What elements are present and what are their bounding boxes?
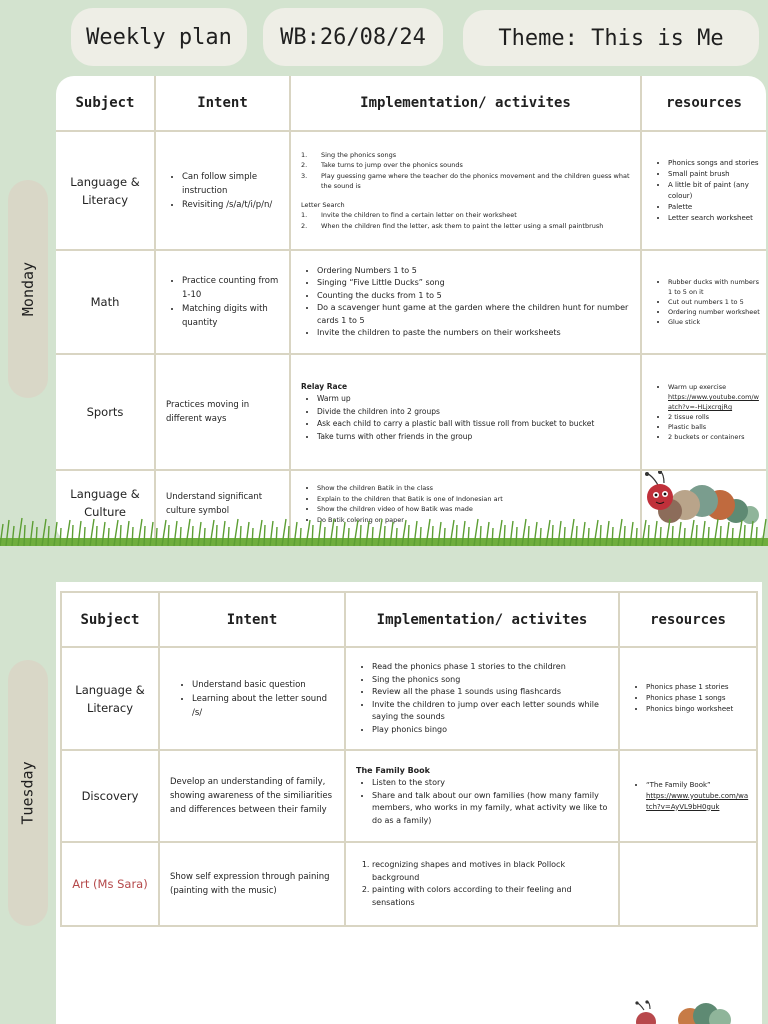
tuesday-day-tab	[8, 660, 48, 926]
implementation-step: • Warm up	[317, 393, 630, 406]
subject-cell: Language & Culture	[56, 470, 155, 543]
monday-row-sports	[56, 354, 766, 470]
resources-cell	[619, 647, 757, 750]
intent-item: • Revisiting /s/a/t/i/p/n/	[182, 198, 283, 212]
resources-cell	[641, 250, 766, 354]
resource-item: • Phonics phase 1 stories	[646, 682, 750, 693]
monday-row-language-literacy	[56, 131, 766, 250]
implementation-step: • Ask each child to carry a plastic ball with tissue roll from bucket to bucket	[317, 418, 630, 431]
implementation-step: 2. Take turns to jump over the phonics sounds	[301, 161, 463, 170]
implementation-step: • Show the children video of how Batik was made	[317, 504, 630, 515]
subject-cell: Art (Ms Sara)	[61, 842, 159, 926]
subject-cell: Discovery	[61, 750, 159, 842]
tuesday-plan-card	[56, 582, 762, 1024]
resource-item: • 2 tissue rolls	[668, 412, 760, 422]
intent-cell: Practices moving in different ways	[155, 354, 290, 470]
subject-column-header: Subject	[56, 76, 155, 131]
resource-item: • “The Family Book”	[646, 780, 750, 791]
implementation-step: • Do a scavenger hunt game at the garden where the children hunt for number cards 1 to 5	[317, 302, 630, 327]
resources-cell	[641, 354, 766, 470]
resource-item: • A little bit of paint (any colour)	[668, 180, 760, 202]
weekly-plan-title: Weekly plan	[71, 8, 247, 66]
tuesday-plan-table	[60, 591, 758, 927]
resources-column-header: resources	[619, 592, 757, 647]
resource-item: • Phonics songs and stories	[668, 158, 760, 169]
implementation-step: • Share and talk about our own families (how many family members, who works in my family, what activity we like to do as a family)	[372, 790, 608, 828]
implementation-step: • Singing “Five Little Ducks” song	[317, 277, 630, 290]
monday-row-math	[56, 250, 766, 354]
intent-column-header: Intent	[159, 592, 345, 647]
resource-item: • Cut out numbers 1 to 5	[668, 297, 760, 307]
implementation-step: • Ordering Numbers 1 to 5	[317, 265, 630, 278]
grass-decoration	[0, 516, 768, 546]
implementation-step: • Counting the ducks from 1 to 5	[317, 290, 630, 303]
implementation-cell	[345, 647, 619, 750]
resource-link[interactable]: https://www.youtube.com/watch?v=-HLjxcrqjRg	[668, 393, 759, 411]
resources-cell	[619, 750, 757, 842]
implementation-step: • Review all the phase 1 sounds using flashcards	[372, 686, 608, 699]
implementation-step: • Play phonics bingo	[372, 724, 608, 737]
activity-heading: Letter Search	[301, 200, 345, 209]
activity-heading: Relay Race	[301, 381, 348, 391]
intent-item: • Learning about the letter sound /s/	[192, 692, 338, 720]
implementation-step: • Read the phonics phase 1 stories to the children	[372, 661, 608, 674]
implementation-step: • Invite the children to jump over each letter sounds while saying the sounds	[372, 699, 608, 724]
implementation-column-header: Implementation/ activites	[345, 592, 619, 647]
implementation-step: • Sing the phonics song	[372, 674, 608, 687]
implementation-cell	[290, 354, 641, 470]
subject-cell: Sports	[56, 354, 155, 470]
tuesday-day-label: Tuesday	[19, 761, 37, 825]
implementation-column-header: Implementation/ activites	[290, 76, 641, 131]
implementation-step: • Listen to the story	[372, 777, 608, 790]
resource-item: • Phonics phase 1 songs	[646, 693, 750, 704]
implementation-step: 2. When the children find the letter, ask them to paint the letter using a small paintbrush	[301, 221, 604, 230]
intent-column-header: Intent	[155, 76, 290, 131]
subject-cell: Language & Literacy	[61, 647, 159, 750]
resources-column-header: resources	[641, 76, 766, 131]
implementation-cell	[290, 250, 641, 354]
implementation-cell	[290, 131, 641, 250]
resource-item: • Glue stick	[668, 317, 760, 327]
intent-item: • Understand basic question	[192, 678, 338, 692]
implementation-step: • Invite the children to paste the numbers on their worksheets	[317, 327, 630, 340]
subject-cell: Math	[56, 250, 155, 354]
implementation-step: • Do Batik coloring on paper	[317, 515, 630, 526]
activity-heading: The Family Book	[356, 765, 430, 775]
intent-item: • Can follow simple instruction	[182, 170, 283, 198]
intent-cell	[155, 250, 290, 354]
subject-column-header: Subject	[61, 592, 159, 647]
implementation-step: 1. Sing the phonics songs	[301, 150, 397, 159]
resource-item: • Letter search worksheet	[668, 213, 760, 224]
intent-item: • Matching digits with quantity	[182, 302, 283, 330]
resource-item: • 2 buckets or containers	[668, 432, 760, 442]
resources-cell	[619, 842, 757, 926]
theme-label: Theme: This is Me	[463, 10, 759, 66]
resource-item: • Warm up exercise	[668, 382, 760, 392]
resource-item: • Rubber ducks with numbers 1 to 5 on it	[668, 277, 760, 297]
tuesday-row-language-literacy	[61, 647, 757, 750]
resource-item: • Small paint brush	[668, 169, 760, 180]
resource-link[interactable]: https://www.youtube.com/watch?v=AyVL9bH0guk	[646, 791, 749, 811]
week-beginning: WB:26/08/24	[263, 8, 443, 66]
subject-cell: Language & Literacy	[56, 131, 155, 250]
resource-item: • Palette	[668, 202, 760, 213]
monday-day-label: Monday	[19, 261, 37, 317]
implementation-step: 3. Play guessing game where the teacher do the phonics movement and the children guess what the sound is	[301, 171, 630, 191]
intent-cell: Understand significant culture symbol	[155, 470, 290, 543]
monday-day-tab	[8, 180, 48, 398]
intent-cell	[159, 647, 345, 750]
implementation-step: • Divide the children into 2 groups	[317, 406, 630, 419]
resource-item: • Ordering number worksheet	[668, 307, 760, 317]
implementation-step: • Take turns with other friends in the group	[317, 431, 630, 444]
caterpillar-illustration-small	[630, 1000, 736, 1024]
resource-item: • Phonics bingo worksheet	[646, 704, 750, 715]
resources-cell	[641, 131, 766, 250]
intent-cell: Develop an understanding of family, showing awareness of the similiarities and differences between their family	[159, 750, 345, 842]
tuesday-row-art	[61, 842, 757, 926]
monday-plan-card	[56, 76, 766, 543]
implementation-step: 2. painting with colors according to their feeling and sensations	[372, 884, 608, 909]
resource-item: • Plastic balls	[668, 422, 760, 432]
tuesday-row-discovery	[61, 750, 757, 842]
implementation-step: • Explain to the children that Batik is one of Indonesian art	[317, 494, 630, 505]
implementation-cell	[345, 842, 619, 926]
intent-cell	[155, 131, 290, 250]
implementation-step: • Show the children Batik in the class	[317, 483, 630, 494]
intent-cell: Show self expression through paining (painting with the music)	[159, 842, 345, 926]
implementation-cell	[345, 750, 619, 842]
implementation-step: 1. recognizing shapes and motives in black Pollock background	[372, 859, 608, 884]
implementation-step: 1. Invite the children to find a certain letter on their worksheet	[301, 211, 517, 220]
intent-item: • Practice counting from 1-10	[182, 274, 283, 302]
